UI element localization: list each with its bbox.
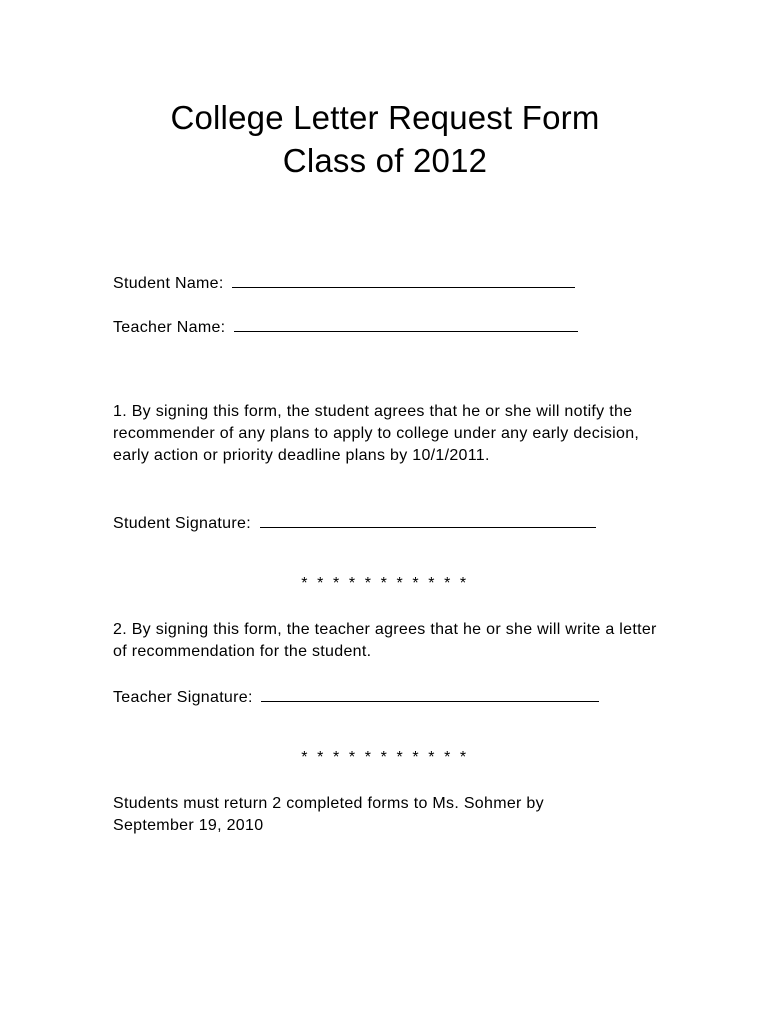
student-name-label: Student Name: bbox=[113, 275, 224, 292]
student-name-line[interactable] bbox=[232, 271, 575, 288]
student-name-field bbox=[113, 271, 575, 294]
student-signature-label: Student Signature: bbox=[113, 515, 251, 532]
teacher-agreement-text: 2. By signing this form, the teacher agrees that he or she will write a letter of recommendation for the student. bbox=[113, 621, 657, 660]
teacher-signature-field bbox=[113, 685, 599, 708]
teacher-name-field bbox=[113, 315, 578, 338]
section-divider-2: * * * * * * * * * * * bbox=[301, 749, 469, 766]
return-instructions: Students must return 2 completed forms to Ms. Sohmer by September 19, 2010 bbox=[113, 795, 544, 834]
student-signature-line[interactable] bbox=[260, 511, 596, 528]
teacher-signature-label: Teacher Signature: bbox=[113, 689, 253, 706]
teacher-signature-line[interactable] bbox=[261, 685, 599, 702]
teacher-name-line[interactable] bbox=[234, 315, 578, 332]
form-title: College Letter Request Form bbox=[170, 99, 600, 136]
student-agreement-text: 1. By signing this form, the student agrees that he or she will notify the recommender of any plans to apply to college under any early decision, early action or priority deadline plans by 10/1/2011. bbox=[113, 403, 640, 464]
form-subtitle: Class of 2012 bbox=[282, 142, 488, 179]
section-divider: * * * * * * * * * * * bbox=[301, 575, 469, 592]
student-signature-field bbox=[113, 511, 596, 534]
teacher-name-label: Teacher Name: bbox=[113, 319, 226, 336]
